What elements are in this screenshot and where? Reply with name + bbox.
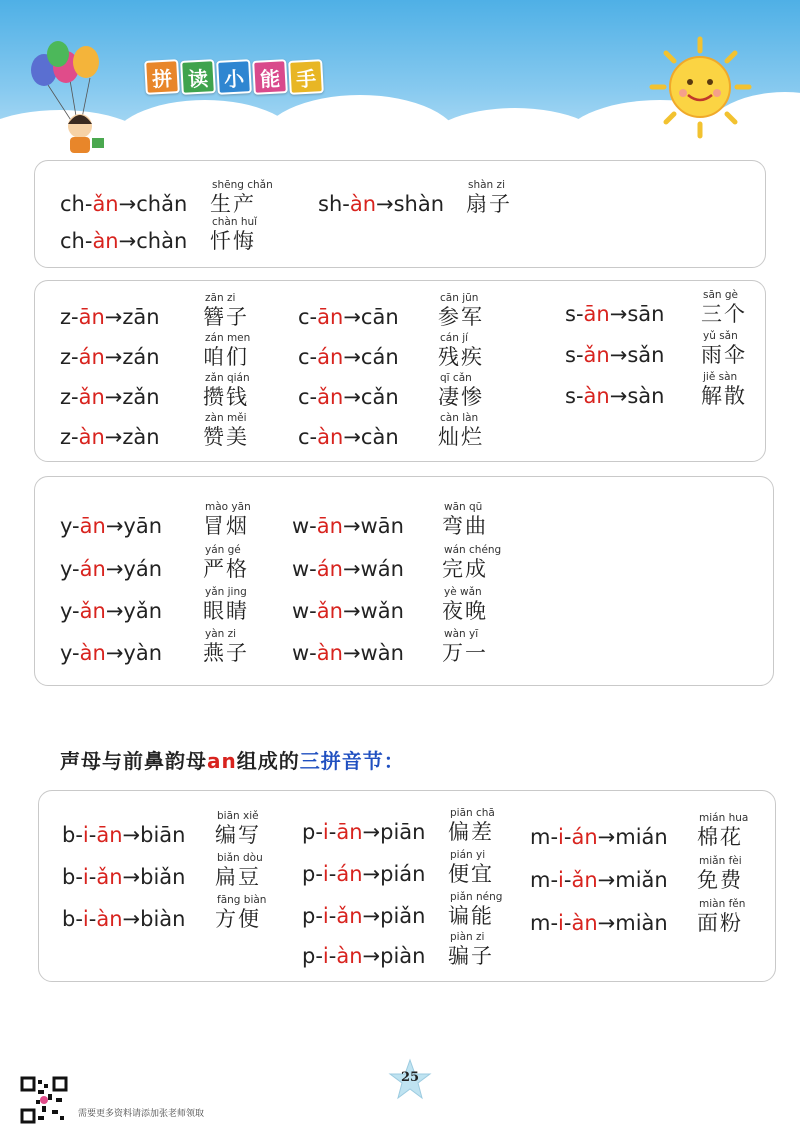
example-word: wán chéng 完成 xyxy=(442,544,502,581)
syllable-spelling: c-àn→càn xyxy=(298,425,399,449)
syllable-row xyxy=(292,582,532,626)
sun-illustration xyxy=(648,35,753,140)
example-word: zàn měi 赞美 xyxy=(203,412,249,449)
syllable-spelling: w-àn→wàn xyxy=(292,641,404,665)
syllable-spelling: z-àn→zàn xyxy=(60,425,160,449)
syllable-row xyxy=(302,927,532,971)
title-char: 读 xyxy=(180,59,216,95)
syllable-spelling: w-ān→wān xyxy=(292,514,404,538)
syllable-spelling: w-án→wán xyxy=(292,557,404,581)
syllable-spelling: y-ǎn→yǎn xyxy=(60,599,163,623)
syllable-row xyxy=(60,497,280,541)
syllable-row xyxy=(62,806,292,850)
syllable-spelling: p-i-án→pián xyxy=(302,862,426,886)
example-word: biǎn dòu 扁豆 xyxy=(215,852,263,889)
example-word: fāng biàn 方便 xyxy=(215,894,267,931)
example-word: sān gè 三个 xyxy=(701,289,747,326)
syllable-row xyxy=(60,408,280,452)
syllable-row xyxy=(530,894,770,938)
syllable-row xyxy=(298,368,518,412)
syllable-row xyxy=(60,212,300,256)
syllable-row xyxy=(302,887,532,931)
example-word: piān chā 偏差 xyxy=(448,807,495,844)
example-word: yǔ sǎn 雨伞 xyxy=(701,330,747,367)
example-word: miàn fěn 面粉 xyxy=(697,898,746,935)
syllable-spelling: y-án→yán xyxy=(60,557,163,581)
page-title xyxy=(145,60,323,94)
example-word: yǎn jing 眼睛 xyxy=(203,586,249,623)
syllable-row xyxy=(302,803,532,847)
syllable-row xyxy=(60,624,280,668)
example-word: zān zi 簪子 xyxy=(203,292,249,329)
example-word: biān xiě 编写 xyxy=(215,810,261,847)
syllable-row xyxy=(565,285,755,329)
syllable-row xyxy=(302,845,532,889)
syllable-spelling: p-i-ǎn→piǎn xyxy=(302,904,426,928)
title-char: 手 xyxy=(288,59,324,95)
example-word: miǎn fèi 免费 xyxy=(697,855,743,892)
syllable-spelling: z-án→zán xyxy=(60,345,160,369)
example-word: pián yi 便宜 xyxy=(448,849,494,886)
example-word: wàn yī 万一 xyxy=(442,628,488,665)
example-word: piǎn néng 谝能 xyxy=(448,891,503,928)
example-word: qī cǎn 凄惨 xyxy=(438,372,484,409)
syllable-row xyxy=(298,288,518,332)
syllable-row xyxy=(62,890,292,934)
syllable-row xyxy=(60,288,280,332)
syllable-spelling: m-i-àn→miàn xyxy=(530,911,668,935)
syllable-spelling: ch-àn→chàn xyxy=(60,229,188,253)
syllable-spelling: m-i-ǎn→miǎn xyxy=(530,868,668,892)
title-char: 能 xyxy=(252,59,288,95)
title-char: 小 xyxy=(216,59,252,95)
syllable-spelling: sh-àn→shàn xyxy=(318,192,445,216)
syllable-row xyxy=(60,328,280,372)
footer-note: 需要更多资料请添加张老师领取 xyxy=(78,1109,205,1119)
example-word: wān qū 弯曲 xyxy=(442,501,488,538)
syllable-spelling: z-ǎn→zǎn xyxy=(60,385,160,409)
syllable-row xyxy=(60,368,280,412)
example-word: càn làn 灿烂 xyxy=(438,412,484,449)
syllable-spelling: y-ān→yān xyxy=(60,514,163,538)
example-word: zán men 咱们 xyxy=(203,332,251,369)
syllable-row xyxy=(530,851,770,895)
example-word: zǎn qián 攒钱 xyxy=(203,372,250,409)
syllable-spelling: p-i-ān→piān xyxy=(302,820,426,844)
example-word: cán jí 残疾 xyxy=(438,332,484,369)
syllable-spelling: z-ān→zān xyxy=(60,305,160,329)
syllable-row xyxy=(292,540,532,584)
example-word: shàn zi 扇子 xyxy=(466,179,512,216)
example-word: yàn zi 燕子 xyxy=(203,628,249,665)
syllable-spelling: c-ān→cān xyxy=(298,305,399,329)
syllable-row xyxy=(60,582,280,626)
qr-code-icon[interactable] xyxy=(20,1076,68,1124)
syllable-row xyxy=(292,624,532,668)
syllable-spelling: p-i-àn→piàn xyxy=(302,944,426,968)
syllable-row xyxy=(565,326,755,370)
syllable-row xyxy=(60,540,280,584)
syllable-spelling: w-ǎn→wǎn xyxy=(292,599,404,623)
syllable-spelling: b-i-ān→biān xyxy=(62,823,186,847)
example-word: yè wǎn 夜晚 xyxy=(442,586,488,623)
syllable-spelling: s-ān→sān xyxy=(565,302,665,326)
syllable-spelling: s-àn→sàn xyxy=(565,384,665,408)
syllable-spelling: c-ǎn→cǎn xyxy=(298,385,399,409)
example-word: shēng chǎn 生产 xyxy=(210,179,273,216)
example-word: mào yān 冒烟 xyxy=(203,501,251,538)
syllable-spelling: s-ǎn→sǎn xyxy=(565,343,665,367)
syllable-row xyxy=(298,328,518,372)
syllable-row xyxy=(292,497,532,541)
syllable-row xyxy=(298,408,518,452)
syllable-row xyxy=(530,808,770,852)
syllable-spelling: ch-ǎn→chǎn xyxy=(60,192,188,216)
section-heading: 声母与前鼻韵母an组成的三拼音节： xyxy=(60,749,405,773)
syllable-row xyxy=(62,848,292,892)
syllable-spelling: b-i-àn→biàn xyxy=(62,907,186,931)
example-word: chàn huǐ 忏悔 xyxy=(210,216,258,253)
syllable-row xyxy=(318,175,558,219)
title-char: 拼 xyxy=(144,59,180,95)
syllable-spelling: y-àn→yàn xyxy=(60,641,163,665)
example-word: yán gé 严格 xyxy=(203,544,249,581)
syllable-spelling: c-án→cán xyxy=(298,345,399,369)
syllable-spelling: m-i-án→mián xyxy=(530,825,668,849)
syllable-spelling: b-i-ǎn→biǎn xyxy=(62,865,186,889)
girl-with-balloons-illustration xyxy=(28,40,128,160)
example-word: piàn zi 骗子 xyxy=(448,931,494,968)
example-word: cān jūn 参军 xyxy=(438,292,484,329)
syllable-row xyxy=(565,367,755,411)
example-word: mián hua 棉花 xyxy=(697,812,749,849)
example-word: jiě sàn 解散 xyxy=(701,371,747,408)
page-number: 25 xyxy=(400,1070,420,1085)
